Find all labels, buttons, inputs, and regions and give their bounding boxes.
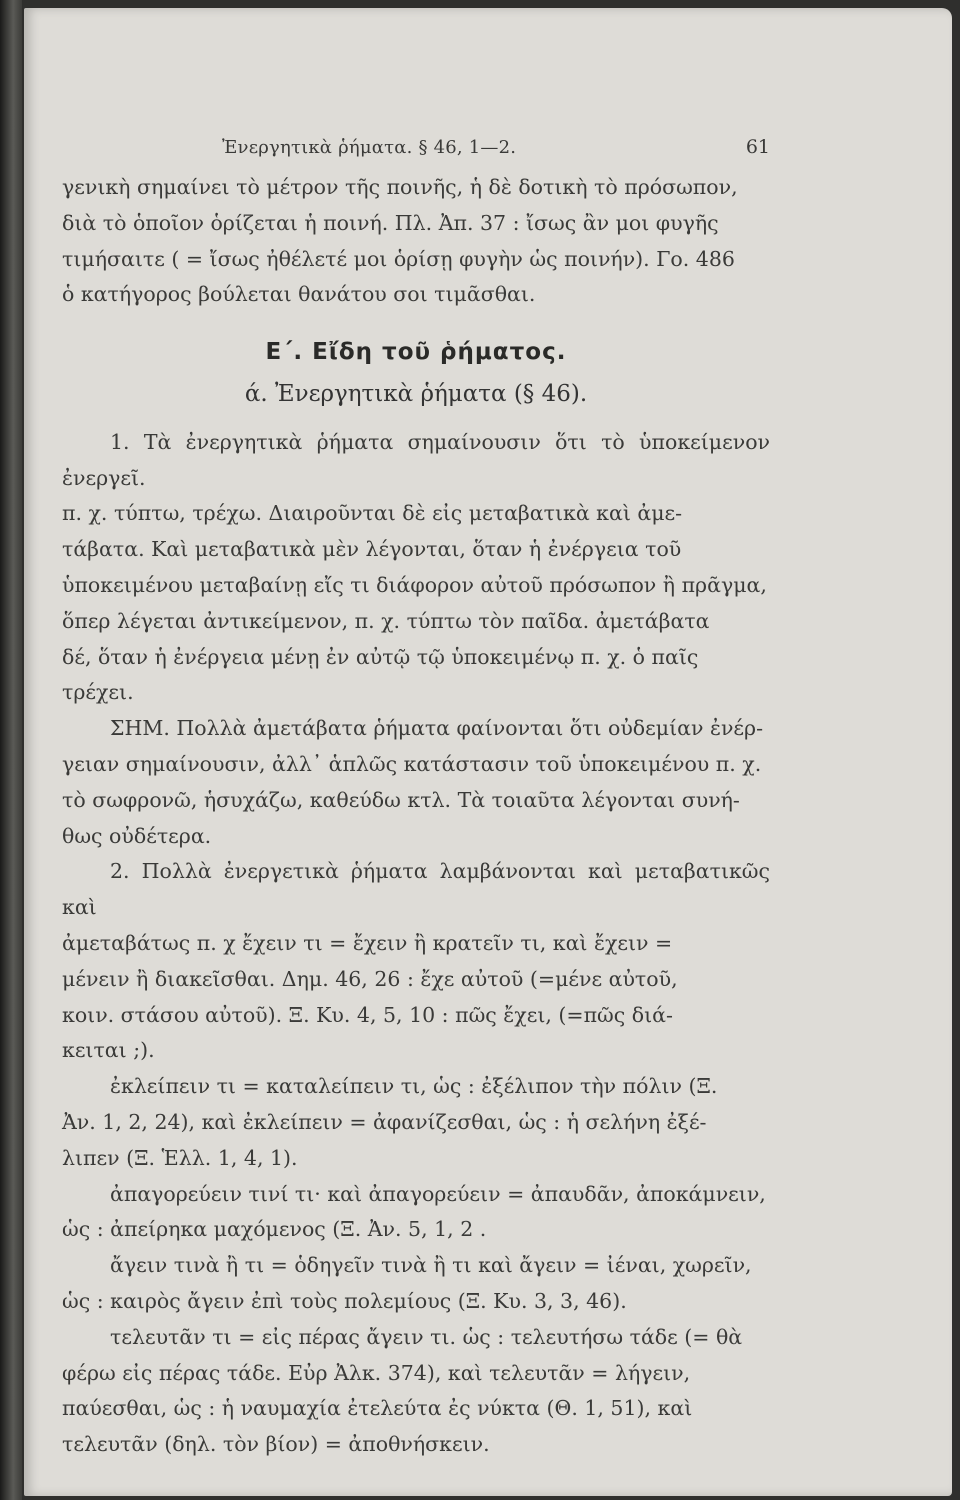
book-spine-shadow	[0, 0, 22, 1500]
text-line: φέρω εἰς πέρας τάδε. Εὐρ Ἀλκ. 374), καὶ τελευτᾶν = λήγειν,	[62, 1360, 691, 1385]
section-heading: Ε΄. Εἴδη τοῦ ῥήματος.	[265, 339, 567, 366]
text-line: 1. Τὰ ἐνεργητικὰ ῥήματα σημαίνουσιν ὅτι τὸ ὑποκείμενον ἐνεργεῖ.	[62, 429, 770, 490]
text-line: τὸ σωφρονῶ, ἡσυχάζω, καθεύδω κτλ. Τὰ τοιαῦτα λέγονται συνή-	[62, 787, 740, 812]
text-line: ΣΗΜ. Πολλὰ ἀμετάβατα ῥήματα φαίνονται ὅτι οὐδεμίαν ἐνέρ-	[110, 716, 764, 741]
paragraph-2	[62, 854, 770, 1069]
intro-paragraph	[62, 170, 770, 313]
examples-list	[62, 1069, 770, 1463]
text-line: γειαν σημαίνουσιν, ἀλλ᾽ ἁπλῶς κατάστασιν τοῦ ὑποκειμένου π. χ.	[62, 751, 762, 776]
text-line: παύεσθαι, ὡς : ἡ ναυμαχία ἐτελεύτα ἐς νύκτα (Θ. 1, 51), καὶ	[62, 1396, 693, 1421]
text-line: ὅπερ λέγεται ἀντικείμενον, π. χ. τύπτω τὸν παῖδα. ἀμετάβατα	[62, 608, 710, 633]
text-line: τελευτᾶν (δηλ. τὸν βίον) = ἀποθνήσκειν.	[62, 1432, 490, 1457]
text-line: τιμήσαιτε ( = ἴσως ἠθέλετέ μοι ὁρίσῃ φυγὴν ὡς ποινήν). Γο. 486	[62, 246, 735, 271]
page-text-block	[62, 130, 770, 1463]
text-line: θως οὐδέτερα.	[62, 823, 212, 848]
text-line: κειται ;).	[62, 1038, 155, 1063]
text-line: 2. Πολλὰ ἐνεργετικὰ ῥήματα λαμβάνονται καὶ μεταβατικῶς καὶ	[62, 859, 770, 920]
text-line: Ἀν. 1, 2, 24), καὶ ἐκλείπειν = ἀφανίζεσθαι, ὡς : ἡ σελήνη ἐξέ-	[62, 1109, 707, 1134]
text-line: μένειν ἢ διακεῖσθαι. Δημ. 46, 26 : ἔχε αὐτοῦ (=μένε αὐτοῦ,	[62, 966, 678, 991]
text-line: ὡς : καιρὸς ἄγειν ἐπὶ τοὺς πολεμίους (Ξ. Κυ. 3, 3, 46).	[62, 1288, 627, 1313]
text-line: τελευτᾶν τι = εἰς πέρας ἄγειν τι. ὡς : τελευτήσω τάδε (= θὰ	[110, 1324, 743, 1349]
text-line: ἐκλείπειν τι = καταλείπειν τι, ὡς : ἐξέλιπον τὴν πόλιν (Ξ.	[110, 1074, 718, 1099]
text-line: λιπεν (Ξ. Ἑλλ. 1, 4, 1).	[62, 1145, 298, 1170]
text-line: γενικὴ σημαίνει τὸ μέτρον τῆς ποινῆς, ἡ δὲ δοτικὴ τὸ πρόσωπον,	[62, 175, 738, 199]
text-line: ὁ κατήγορος βούλεται θανάτου σοι τιμᾶσθαι.	[62, 282, 536, 307]
note-paragraph	[62, 711, 770, 854]
text-line: π. χ. τύπτω, τρέχω. Διαιροῦνται δὲ εἰς μεταβατικὰ καὶ ἀμε-	[62, 501, 683, 526]
text-line: ἀμεταβάτως π. χ ἔχειν τι = ἔχειν ἢ κρατεῖν τι, καὶ ἔχειν =	[62, 930, 673, 955]
text-line: τρέχει.	[62, 680, 134, 705]
text-line: ἄγειν τινὰ ἢ τι = ὁδηγεῖν τινὰ ἢ τι καὶ ἄγειν = ἰέναι, χωρεῖν,	[110, 1253, 752, 1278]
paragraph-1	[62, 425, 770, 711]
book-page	[24, 8, 952, 1496]
running-head-title: Ἐνεργητικὰ ῥήματα. § 46, 1—2.	[222, 137, 517, 158]
text-line: διὰ τὸ ὁποῖον ὁρίζεται ἡ ποινή. Πλ. Ἀπ. 37 : ἴσως ἂν μοι φυγῆς	[62, 210, 719, 235]
text-line: κοιν. στάσου αὐτοῦ). Ξ. Κυ. 4, 5, 10 : πῶς ἔχει, (=πῶς διά-	[62, 1002, 673, 1027]
text-line: δέ, ὅταν ἡ ἐνέργεια μένῃ ἐν αὐτῷ τῷ ὑποκειμένῳ π. χ. ὁ παῖς	[62, 644, 699, 669]
text-line: ὡς : ἀπείρηκα μαχόμενος (Ξ. Ἀν. 5, 1, 2 .	[62, 1217, 487, 1242]
running-head	[62, 130, 770, 164]
text-line: ὑποκειμένου μεταβαίνῃ εἴς τι διάφορον αὐτοῦ πρόσωπον ἢ πρᾶγμα,	[62, 572, 767, 597]
text-line: τάβατα. Καὶ μεταβατικὰ μὲν λέγονται, ὅταν ἡ ἐνέργεια τοῦ	[62, 537, 682, 562]
text-line: ἀπαγορεύειν τινί τι· καὶ ἀπαγορεύειν = ἀπαυδᾶν, ἀποκάμνειν,	[110, 1181, 766, 1206]
page-number: 61	[745, 136, 770, 158]
subsection-heading: ά. Ἐνεργητικὰ ῥήματα (§ 46).	[244, 380, 588, 407]
